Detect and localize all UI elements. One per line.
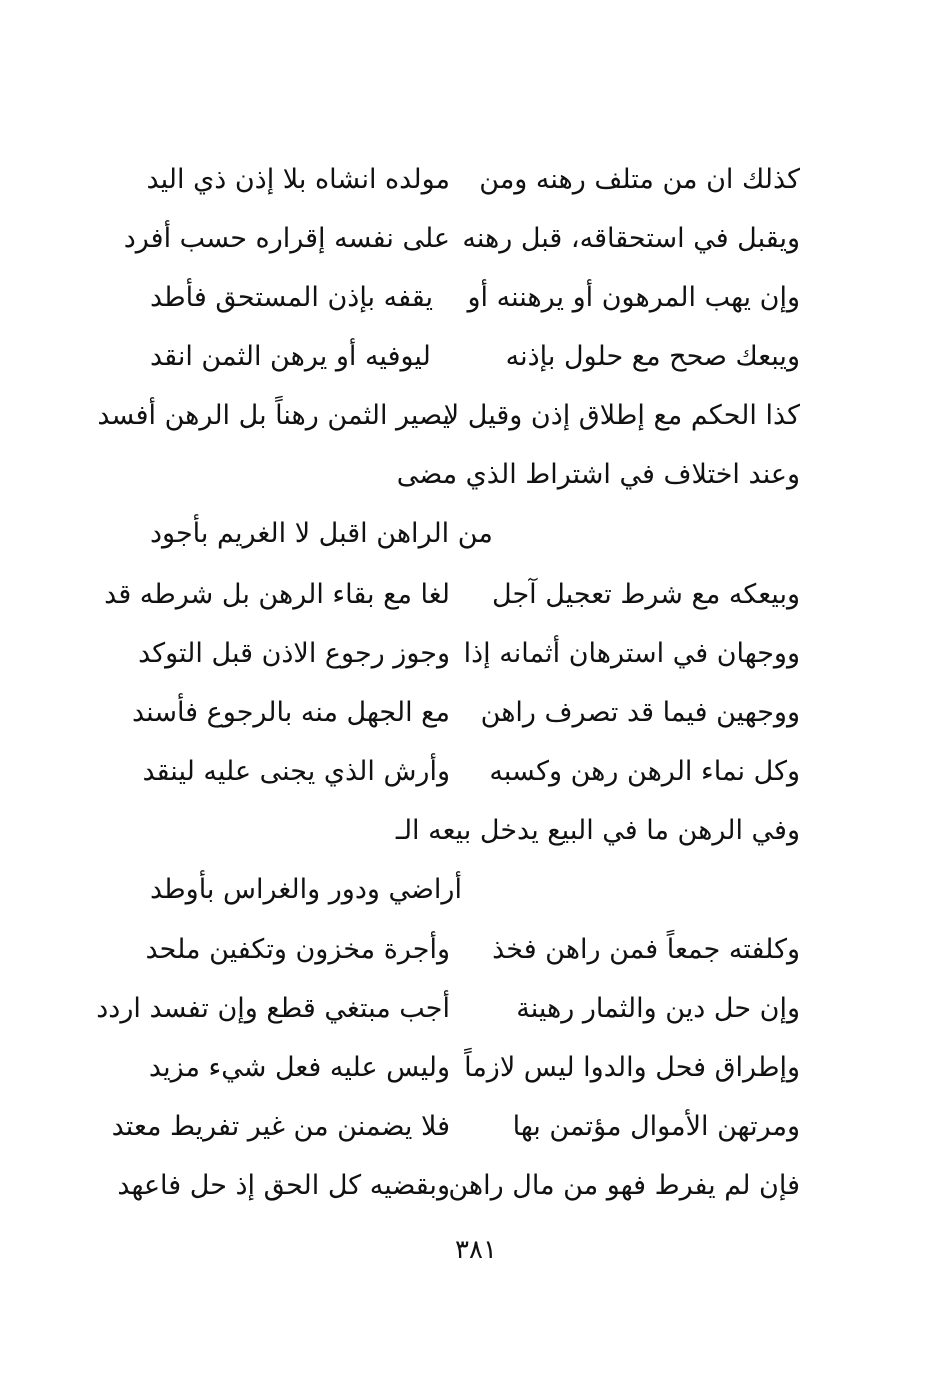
- stepped-verse-first: [150, 445, 800, 504]
- hemistich-second: على نفسه إقراره حسب أفرد: [123, 223, 450, 254]
- hemistich-second: أجب مبتغي قطع وإن تفسد اردد: [96, 993, 450, 1024]
- verse-line: [146, 150, 800, 209]
- hemistich-first: وكل نماء الرهن رهن وكسبه: [489, 756, 800, 787]
- hemistich-second: وبقضيه كل الحق إذ حل فاعهد: [117, 1170, 450, 1201]
- stepped-verse-second: [150, 504, 800, 563]
- hemistich-first: ووجهين فيما قد تصرف راهن: [480, 697, 800, 728]
- hemistich-first: وإن يهب المرهون أو يرهننه أو: [467, 282, 800, 313]
- hemistich-second: يقفه بإذن المستحق فأطد: [150, 282, 433, 313]
- verse-line: [96, 979, 800, 1038]
- verse-block-1: [97, 150, 800, 563]
- verse-line: [150, 327, 800, 386]
- hemistich-second: مع الجهل منه بالرجوع فأسند: [132, 697, 450, 728]
- stepped-verse-first: [150, 801, 800, 860]
- hemistich-first: وفي الرهن ما في البيع يدخل بيعه الـ: [395, 815, 800, 846]
- hemistich-second: ليوفيه أو يرهن الثمن انقد: [150, 341, 431, 372]
- hemistich-first: كذلك ان من متلف رهنه ومن: [479, 164, 800, 195]
- hemistich-first: فإن لم يفرط فهو من مال راهن: [448, 1170, 800, 1201]
- verse-line: [97, 386, 800, 445]
- hemistich-second: وليس عليه فعل شيء مزيد: [148, 1052, 450, 1083]
- hemistich-first: ويبعك صحح مع حلول بإذنه: [505, 341, 800, 372]
- verse-line: [111, 1097, 800, 1156]
- verse-line: [104, 565, 800, 624]
- hemistich-first: ومرتهن الأموال مؤتمن بها: [512, 1111, 800, 1142]
- hemistich-second: من الراهن اقبل لا الغريم بأجود: [150, 518, 493, 549]
- hemistich-first: وإن حل دين والثمار رهينة: [516, 993, 800, 1024]
- hemistich-second: لغا مع بقاء الرهن بل شرطه قد: [104, 579, 450, 610]
- hemistich-first: وبيعكه مع شرط تعجيل آجل: [492, 579, 800, 610]
- page-number: ٣٨١: [455, 1235, 497, 1265]
- verse-line: [150, 268, 800, 327]
- hemistich-second: مولده انشاه بلا إذن ذي اليد: [146, 164, 450, 195]
- hemistich-second: وأجرة مخزون وتكفين ملحد: [145, 934, 450, 965]
- hemistich-first: ويقبل في استحقاقه، قبل رهنه: [462, 223, 800, 254]
- hemistich-first: ووجهان في استرهان أثمانه إذا: [463, 638, 800, 669]
- verse-line: [150, 1038, 800, 1097]
- hemistich-first: كذا الحكم مع إطلاق إذن وقيل لا: [443, 400, 800, 431]
- hemistich-second: وأرش الذي يجنى عليه لينقد: [142, 756, 450, 787]
- verse-line: [117, 1156, 800, 1215]
- verse-block-3: [96, 920, 800, 1215]
- verse-line: [132, 683, 800, 742]
- verse-line: [123, 209, 800, 268]
- hemistich-first: وعند اختلاف في اشتراط الذي مضى: [396, 459, 800, 490]
- stepped-verse-second: [150, 860, 800, 919]
- hemistich-second: فلا يضمنن من غير تفريط معتد: [111, 1111, 450, 1142]
- verse-line: [138, 624, 800, 683]
- hemistich-second: أراضي ودور والغراس بأوطد: [150, 874, 462, 905]
- verse-line: [145, 920, 800, 979]
- verse-block-2: [104, 565, 800, 919]
- hemistich-second: يصير الثمن رهناً بل الرهن أفسد: [97, 400, 450, 431]
- hemistich-first: وكلفته جمعاً فمن راهن فخذ: [492, 934, 800, 965]
- hemistich-second: وجوز رجوع الاذن قبل التوكد: [138, 638, 450, 669]
- hemistich-first: وإطراق فحل والدوا ليس لازماً: [464, 1052, 800, 1083]
- verse-line: [142, 742, 800, 801]
